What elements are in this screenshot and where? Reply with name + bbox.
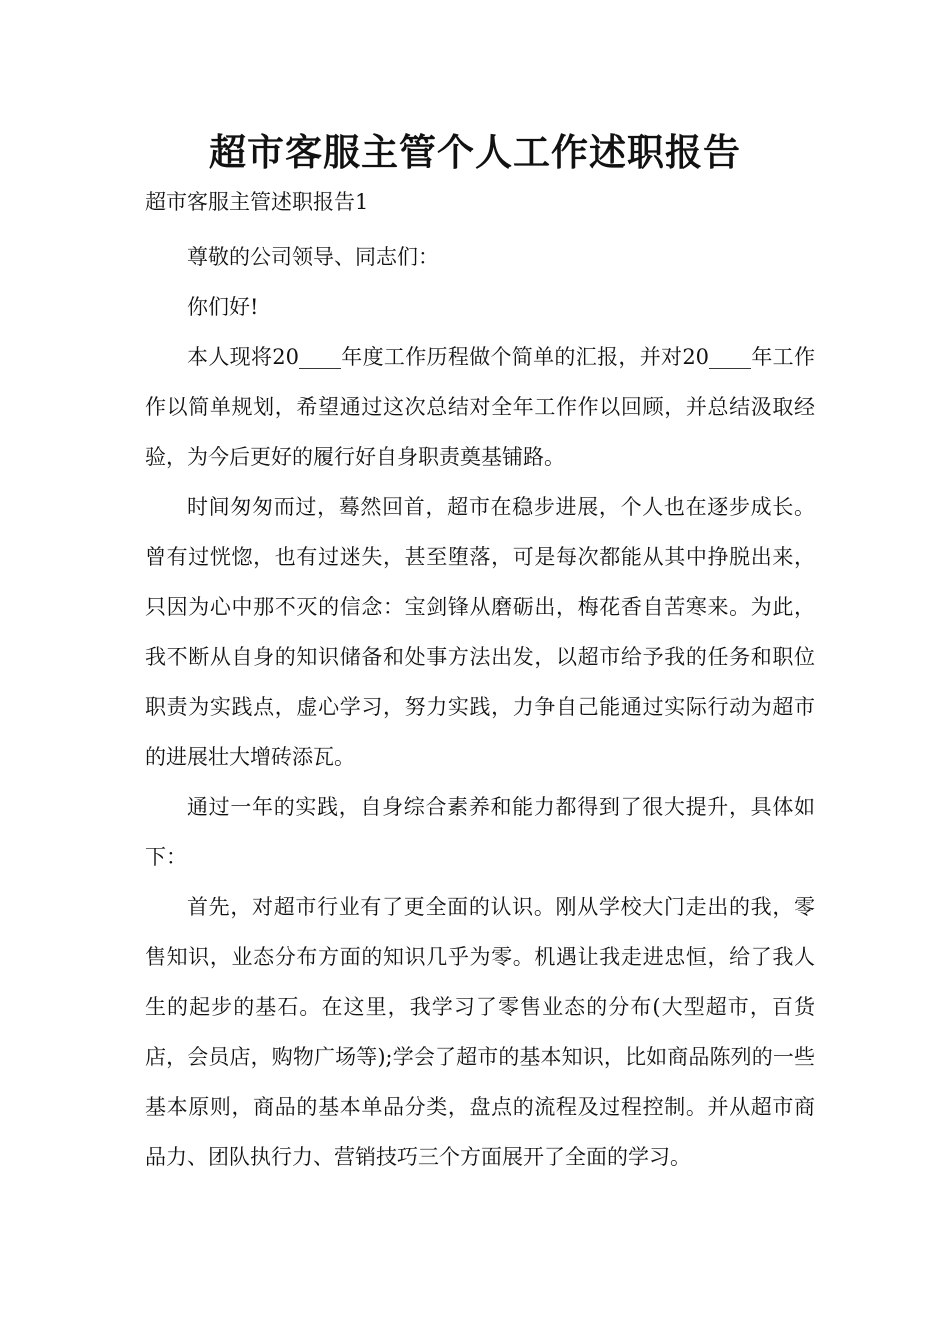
reflection-paragraph: 时间匆匆而过，蓦然回首，超市在稳步进展，个人也在逐步成长。曾有过恍惚，也有过迷失，甚至堕落，可是每次都能从其中挣脱出来，只因为心中那不灭的信念：宝剑锋从磨砺出，梅花香自苦寒来。为此，我不断从自身的知识储备和处事方法出发，以超市给予我的任务和职位职责为实践点，虚心学习，努力实践，力争自己能通过实际行动为超市的进展壮大增砖添瓦。 xyxy=(145,495,815,769)
first-point-paragraph: 首先，对超市行业有了更全面的认识。刚从学校大门走出的我，零售知识，业态分布方面的知识几乎为零。机遇让我走进忠恒，给了我人生的起步的基石。在这里，我学习了零售业态的分布(大型超市，百货店，会员店，购物广场等);学会了超市的基本知识，比如商品陈列的一些基本原则，商品的基本单品分类，盘点的流程及过程控制。并从超市商品力、团队执行力、营销技巧三个方面展开了全面的学习。 xyxy=(145,895,815,1169)
document-subtitle: 超市客服主管述职报告1 xyxy=(145,190,369,214)
greeting-paragraph: 尊敬的公司领导、同志们： xyxy=(187,245,439,269)
document-body xyxy=(145,232,815,1182)
intro-paragraph: 本人现将20____年度工作历程做个简单的汇报，并对20____年工作作以简单规划，希望通过这次总结对全年工作作以回顾，并总结汲取经验，为今后更好的履行好自身职责奠基铺路。 xyxy=(145,345,815,469)
salutation-paragraph: 你们好! xyxy=(187,295,259,319)
document-title: 超市客服主管个人工作述职报告 xyxy=(209,130,741,174)
summary-paragraph: 通过一年的实践，自身综合素养和能力都得到了很大提升，具体如下： xyxy=(145,795,815,869)
